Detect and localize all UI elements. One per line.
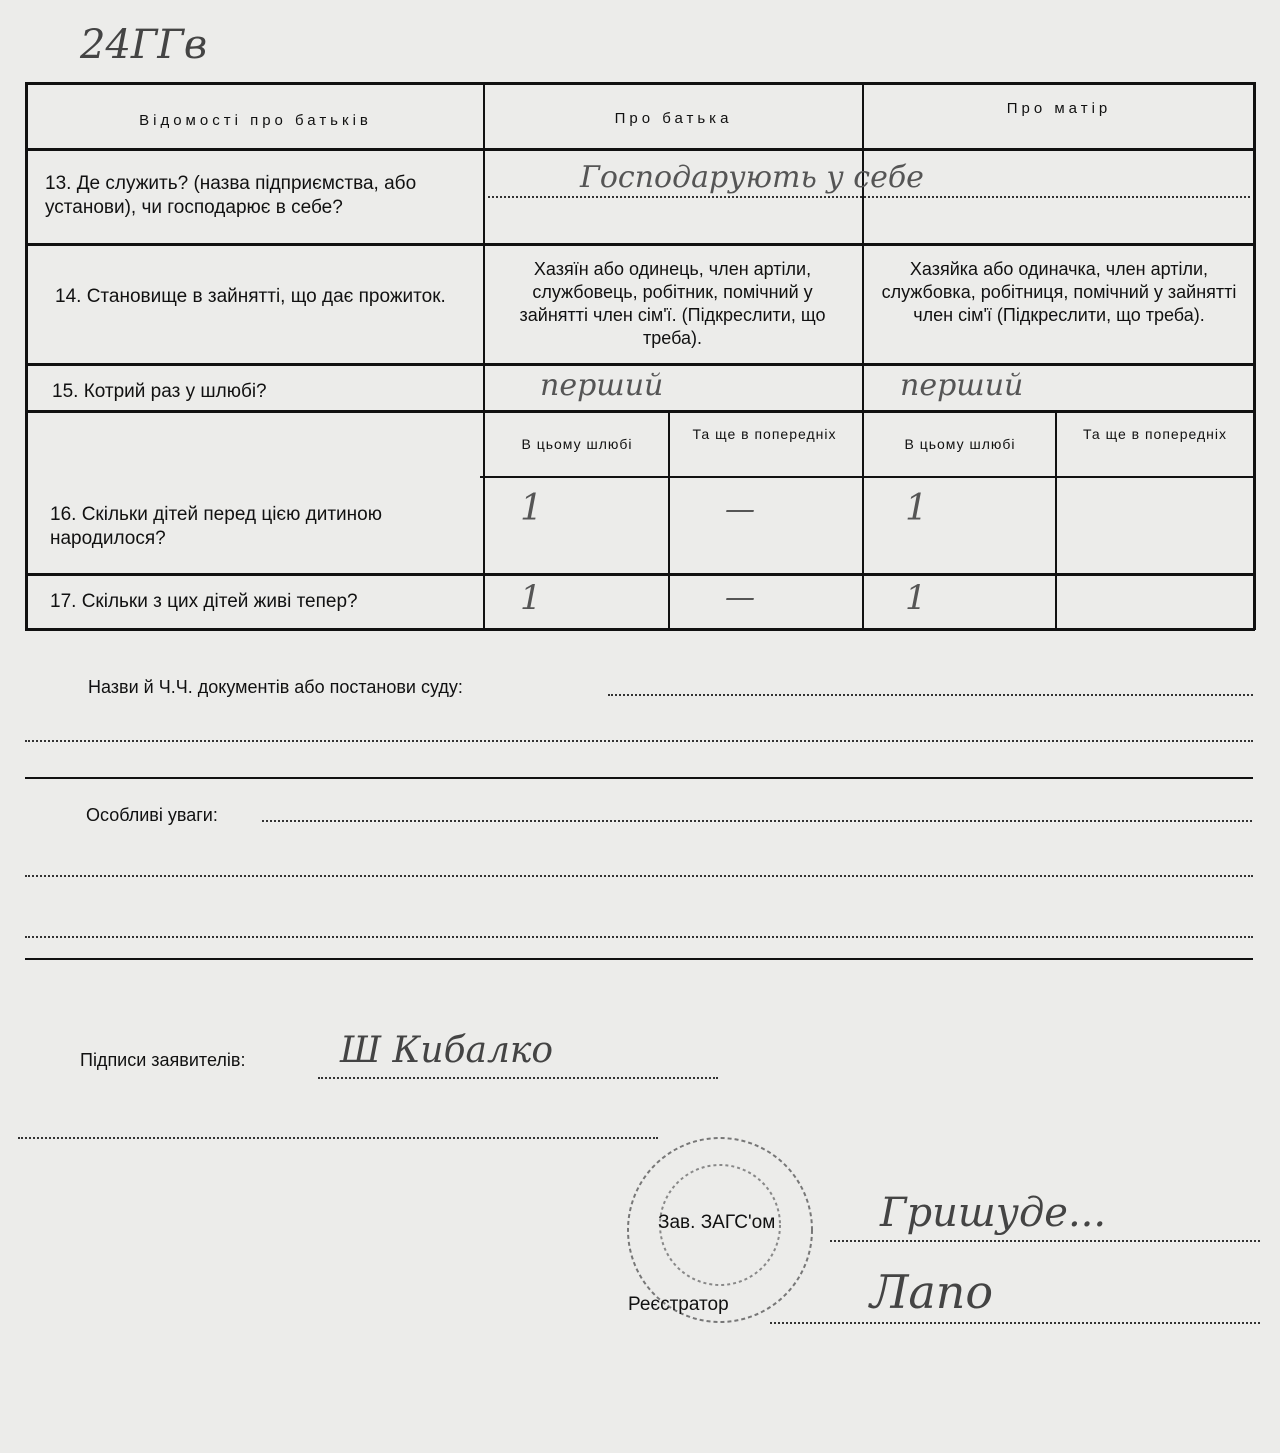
row-17-value: 1	[520, 578, 542, 618]
subheader-father-previous: Та ще в попередніх	[692, 426, 837, 442]
documents-line	[25, 740, 1253, 742]
header-parents-info: Відомості про батьків	[139, 112, 372, 129]
registrar-label: Реєстратор	[628, 1294, 729, 1315]
documents-label: Назви й Ч.Ч. документів або постанови суду:	[88, 677, 463, 697]
row-14-mother-options: Хазяйка або одиначка, член артіли, службовка, робітниця, помічний у зайнятті член сім'ї (Підкреслити, що треба).	[881, 259, 1237, 325]
header-father: Про батька	[614, 110, 733, 127]
row-14-father-options: Хазяїн або одинець, член артіли, службовець, робітник, помічний у зайнятті член сім'ї. (Підкреслити, що треба).	[519, 259, 826, 348]
remarks-line	[25, 936, 1253, 938]
applicants-line	[18, 1137, 658, 1139]
registrar-signature: Лапо	[870, 1265, 994, 1319]
subheader-mother-previous: Та ще в попередніх	[1083, 426, 1227, 442]
row-15-mother: перший	[900, 368, 1024, 403]
row-14-label: 14. Становище в зайнятті, що дає прожиток.	[55, 286, 446, 307]
header-mother: Про матір	[1006, 100, 1112, 117]
head-signature-line	[830, 1240, 1260, 1242]
remarks-label: Особливі уваги:	[86, 805, 218, 825]
applicants-label: Підписи заявителів:	[80, 1050, 246, 1070]
head-signature: Гришуде...	[880, 1190, 1107, 1236]
applicants-line	[318, 1077, 718, 1079]
subheader-mother-this-marriage: В цьому шлюбі	[904, 436, 1016, 452]
row-16-label: 16. Скільки дітей перед цією дитиною народилося?	[50, 504, 382, 549]
row-13-label: 13. Де служить? (назва підприємства, або установи), чи господарює в себе?	[45, 173, 417, 218]
divider	[25, 958, 1253, 960]
head-label: Зав. ЗАГС'ом	[658, 1212, 776, 1233]
documents-line	[608, 694, 1253, 696]
registrar-signature-line	[770, 1322, 1260, 1324]
divider	[25, 777, 1253, 779]
corner-note: 24ГГв	[80, 22, 208, 68]
remarks-line	[262, 820, 1252, 822]
row-16-value: 1	[905, 488, 928, 529]
row-17-label: 17. Скільки з цих дітей живі тепер?	[50, 591, 358, 612]
row-13-answer: Господарують у себе	[580, 160, 924, 195]
row-16-value: 1	[520, 488, 543, 529]
row-16-value: —	[725, 492, 755, 527]
applicants-signature: Ш Кибалко	[340, 1030, 554, 1071]
remarks-line	[25, 875, 1253, 877]
subheader-father-this-marriage: В цьому шлюбі	[521, 436, 633, 452]
row-15-father: перший	[540, 368, 664, 403]
row-15-label: 15. Котрий раз у шлюбі?	[52, 381, 267, 402]
row-17-value: 1	[905, 578, 927, 618]
row-17-value: —	[725, 580, 755, 615]
